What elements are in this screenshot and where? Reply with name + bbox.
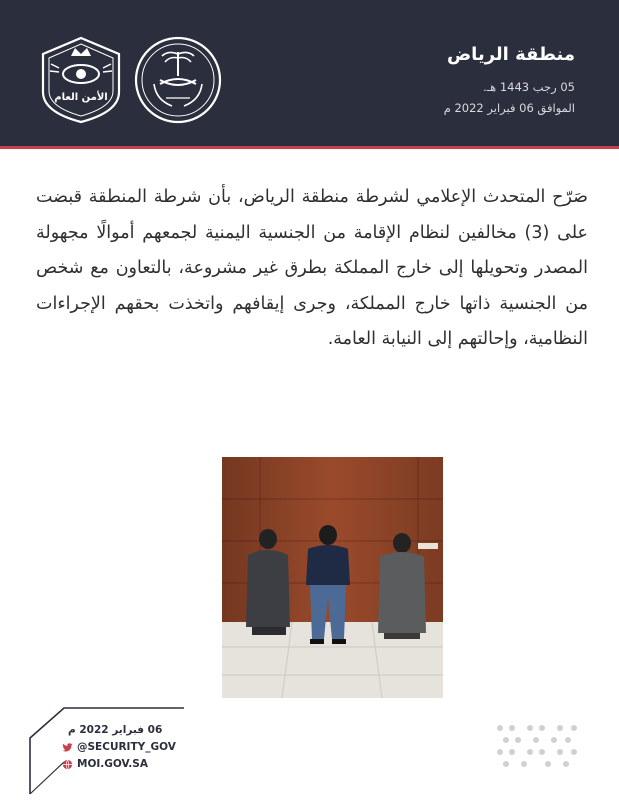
header-accent-stripe [0, 146, 619, 149]
ministry-emblem-icon [132, 34, 224, 126]
twitter-handle-row[interactable] [62, 741, 176, 753]
website-url: MOI.GOV.SA [77, 758, 148, 770]
hijri-date: 05 رجب 1443 هـ. [483, 80, 575, 94]
police-emblem-icon [35, 34, 127, 126]
footer-date: 06 فبراير 2022 م [68, 724, 163, 736]
press-statement: صَرّح المتحدث الإعلامي لشرطة منطقة الرياض، بأن شرطة المنطقة قبضت على (3) مخالفين لنظام الإقامة من الجنسية اليمنية لجمعهم أموالًا مجهولة المصدر وتحويلها إلى خارج المملكة بطرق غير مشروعة، بالتعاون مع شخص من الجنسية ذاتها خارج المملكة، وجرى إيقافهم واتخذت بحقهم الإجراءات النظامية، وإحالتهم إلى النيابة العامة. [36, 187, 589, 349]
arrest-photo [222, 457, 443, 698]
police-logo-caption: الأمن العام [54, 92, 108, 103]
twitter-handle: @SECURITY_GOV [77, 741, 176, 753]
globe-icon [62, 759, 73, 770]
gregorian-date: الموافق 06 فبراير 2022 م [443, 101, 575, 115]
decorative-dot-pattern [490, 720, 584, 772]
header-banner [0, 0, 619, 146]
twitter-icon [62, 742, 73, 753]
region-title: منطقة الرياض [446, 44, 575, 65]
website-row[interactable] [62, 758, 148, 770]
